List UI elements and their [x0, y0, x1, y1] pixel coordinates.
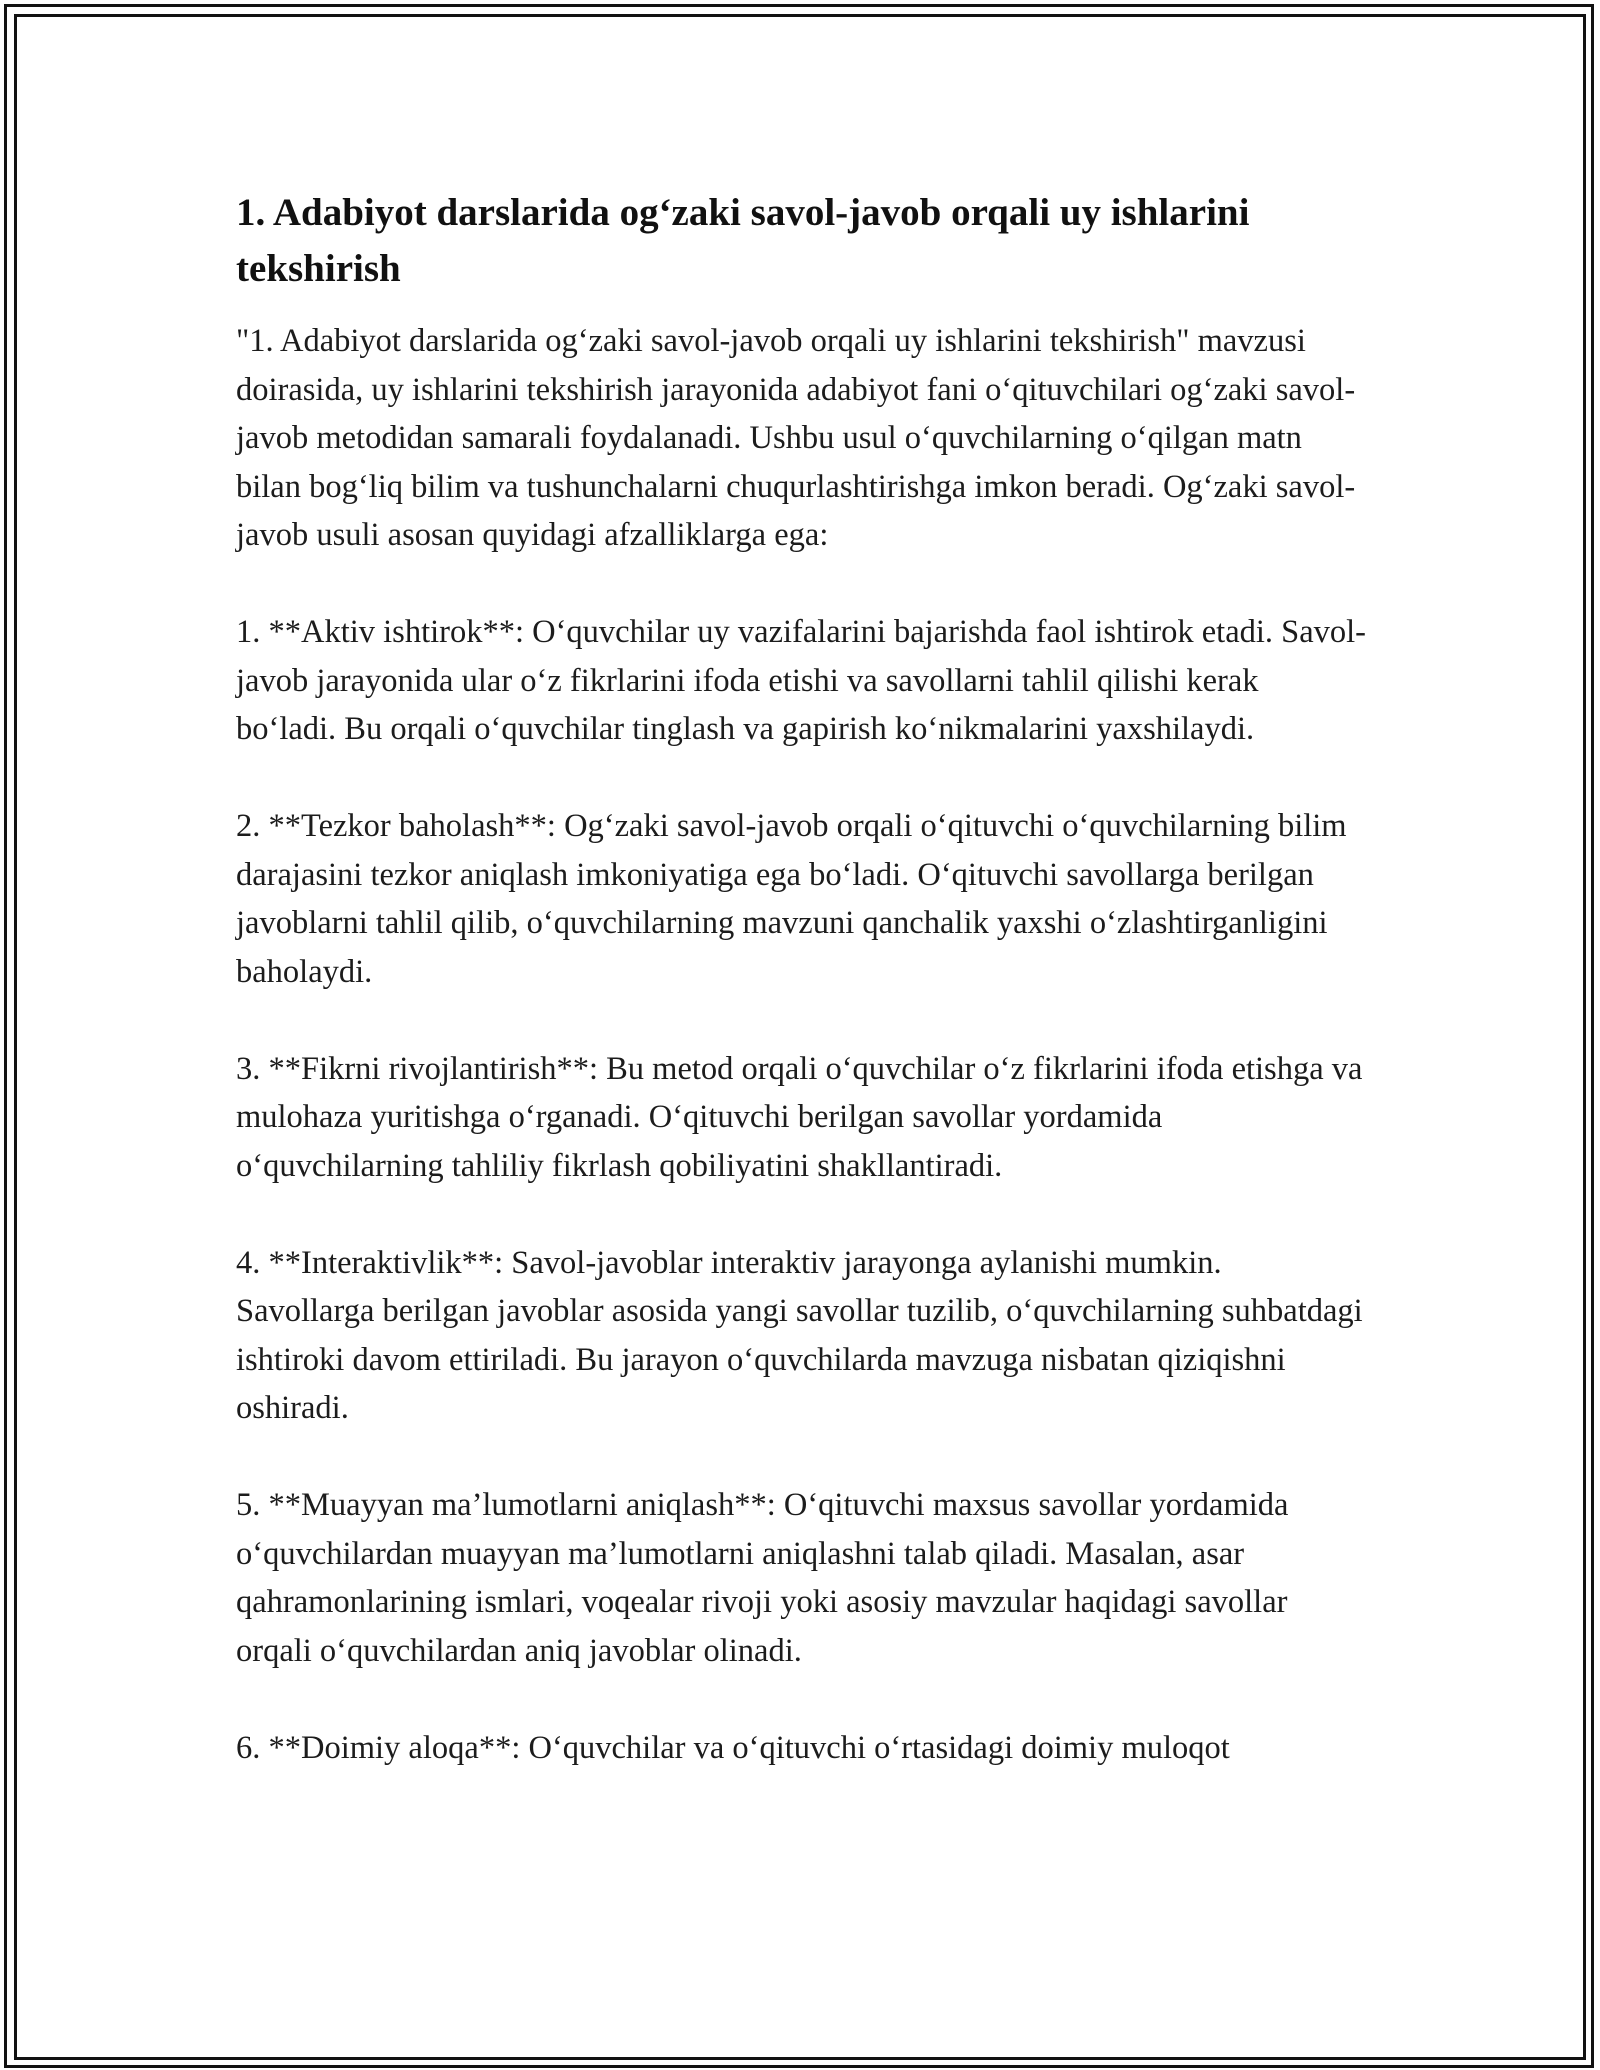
- list-item-aktiv-ishtirok: 1. **Aktiv ishtirok**: O‘quvchilar uy vazifalarini bajarishda faol ishtirok etadi. Savol-javob jarayonida ular o‘z fikrlarini ifoda etishi va savollarni tahlil qilishi kerak bo‘ladi. Bu orqali o‘quvchilar tinglash va gapirish ko‘nikmalarini yaxshilaydi.: [236, 614, 1367, 747]
- list-item-tezkor-baholash: 2. **Tezkor baholash**: Og‘zaki savol-javob orqali o‘qituvchi o‘quvchilarning bilim darajasini tezkor aniqlash imkoniyatiga ega bo‘ladi. O‘qituvchi savollarga berilgan javoblarni tahlil qilib, o‘quvchilarning mavzuni qanchalik yaxshi o‘zlashtirganligini baholaydi.: [236, 808, 1347, 990]
- document-heading: 1. Adabiyot darslarida og‘zaki savol-javob orqali uy ishlarini tekshirish: [236, 191, 1250, 290]
- list-item-doimiy-aloqa: 6. **Doimiy aloqa**: O‘quvchilar va o‘qituvchi o‘rtasidagi doimiy muloqot: [236, 1729, 1230, 1766]
- document-body: [236, 185, 1366, 1821]
- list-item-malumotlarni-aniqlash: 5. **Muayyan ma’lumotlarni aniqlash**: O‘qituvchi maxsus savollar yordamida o‘quvchilardan muayyan ma’lumotlarni aniqlashni talab qiladi. Masalan, asar qahramonlarining ismlari, voqealar rivoji yoki asosiy mavzular haqidagi savollar orqali o‘quvchilardan aniq javoblar olinadi.: [236, 1487, 1289, 1669]
- list-item-fikrni-rivojlantirish: 3. **Fikrni rivojlantirish**: Bu metod orqali o‘quvchilar o‘z fikrlarini ifoda etishga va mulohaza yuritishga o‘rganadi. O‘qituvchi berilgan savollar yordamida o‘quvchilarning tahliliy fikrlash qobiliyatini shakllantiradi.: [236, 1050, 1363, 1184]
- list-item-interaktivlik: 4. **Interaktivlik**: Savol-javoblar interaktiv jarayonga aylanishi mumkin. Savollarga berilgan javoblar asosida yangi savollar tuzilib, o‘quvchilarning suhbatdagi ishtiroki davom ettiriladi. Bu jarayon o‘quvchilarda mavzuga nisbatan qiziqishni oshiradi.: [236, 1244, 1363, 1426]
- intro-paragraph: "1. Adabiyot darslarida og‘zaki savol-javob orqali uy ishlarini tekshirish" mavzusi doirasida, uy ishlarini tekshirish jarayonida adabiyot fani o‘qituvchilari og‘zaki savol-javob metodidan samarali foydalanadi. Ushbu usul o‘quvchilarning o‘qilgan matn bilan bog‘liq bilim va tushunchalarni chuqurlashtirishga imkon beradi. Og‘zaki savol-javob usuli asosan quyidagi afzalliklarga ega:: [236, 323, 1356, 553]
